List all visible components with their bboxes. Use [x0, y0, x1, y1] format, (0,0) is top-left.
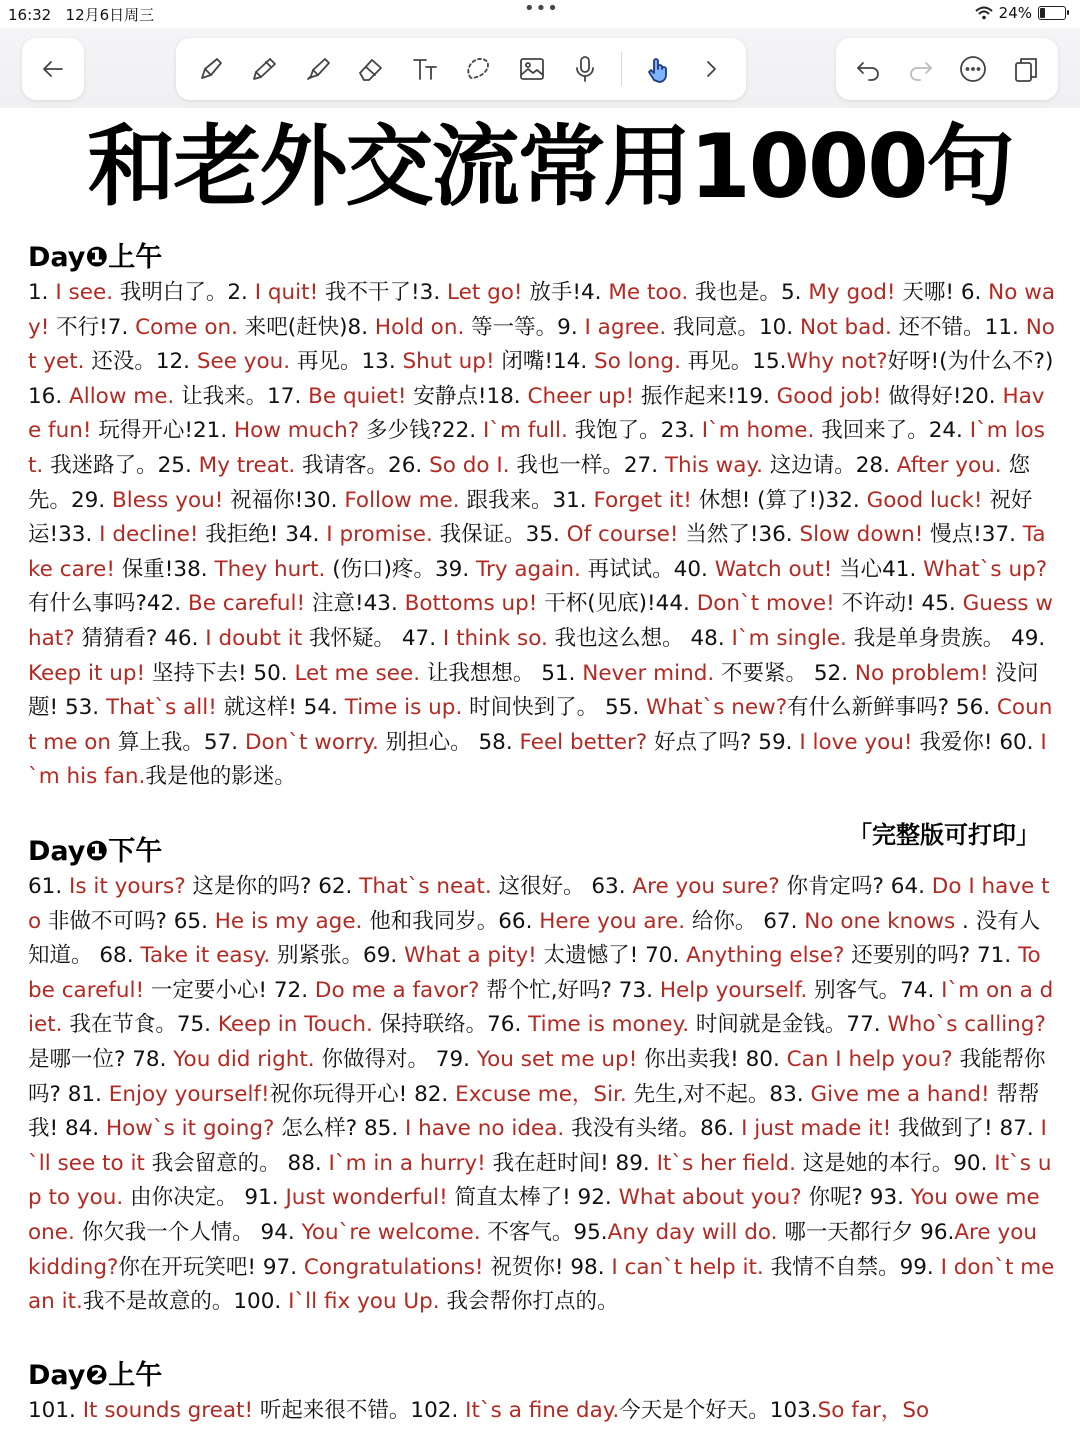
- chinese-text: 你做得对。 79.: [321, 1046, 477, 1072]
- english-phrase: Are you sure?: [632, 874, 780, 899]
- english-phrase: I quit!: [254, 280, 319, 305]
- chinese-text: 跟我来。31.: [466, 487, 594, 513]
- back-button[interactable]: [22, 38, 84, 100]
- english-phrase: Follow me.: [344, 487, 467, 513]
- chinese-text: 干杯(见底)!44.: [537, 591, 697, 617]
- english-phrase: Try again.: [476, 556, 588, 582]
- english-phrase: Time is money.: [528, 1012, 696, 1038]
- english-phrase: To be careful!: [28, 943, 1041, 1003]
- english-phrase: Slow down!: [799, 522, 924, 548]
- english-phrase: Time is up.: [344, 695, 470, 721]
- chinese-text: 今天是个好天。103.: [619, 1398, 818, 1423]
- english-phrase: I love you!: [799, 729, 913, 755]
- english-phrase: Forget it!: [593, 487, 692, 513]
- tool-palette: [176, 38, 746, 100]
- chinese-text: 这边请。28.: [762, 452, 897, 478]
- multitasking-dots-icon[interactable]: •••: [524, 0, 559, 19]
- chinese-text: 我是他的影迷。: [145, 764, 296, 790]
- phrase-paragraph: [28, 276, 1056, 795]
- english-phrase: What`s up?: [923, 556, 1048, 582]
- english-phrase: You set me up!: [476, 1046, 638, 1072]
- chinese-text: 我不是故意的。100.: [82, 1289, 289, 1315]
- english-phrase: I just made it!: [741, 1116, 892, 1142]
- english-phrase: This way.: [664, 452, 763, 478]
- chinese-text: 我明白了。2.: [119, 280, 255, 305]
- chinese-text: 101.: [28, 1398, 83, 1423]
- chinese-text: 保持联络。76.: [379, 1012, 529, 1038]
- text-tool-icon[interactable]: [407, 51, 443, 87]
- chinese-text: 再见。15.: [687, 349, 787, 375]
- english-phrase: My god!: [808, 280, 896, 305]
- english-phrase: What`s new?: [646, 695, 788, 721]
- chinese-text: 当心41.: [832, 556, 924, 582]
- chinese-text: 给你。 67.: [691, 908, 805, 934]
- english-phrase: How much?: [234, 418, 360, 444]
- chinese-text: 时间快到了。 55.: [469, 695, 646, 721]
- chinese-text: 您先。29.: [28, 452, 1030, 513]
- chinese-text: 闭嘴!14.: [494, 349, 595, 375]
- english-phrase: I think so.: [442, 625, 555, 651]
- chinese-text: 不要紧。 52.: [721, 660, 855, 686]
- english-phrase: I can`t help it.: [611, 1254, 764, 1280]
- english-phrase: Take it easy.: [140, 943, 278, 969]
- chinese-text: 有什么新鲜事吗? 56.: [787, 695, 997, 721]
- chinese-text: 振作起来!19.: [634, 383, 777, 409]
- chinese-text: 别担心。 58.: [385, 729, 520, 755]
- english-phrase: So far，So: [817, 1398, 930, 1423]
- english-phrase: Why not?: [786, 349, 888, 375]
- section-day1-afternoon: [28, 834, 1056, 1320]
- chinese-text: 时间就是金钱。77.: [695, 1012, 888, 1038]
- chinese-text: 哪一天都行夕 96.: [784, 1219, 955, 1245]
- pen-icon[interactable]: [193, 51, 229, 87]
- english-phrase: Let me see.: [294, 660, 427, 686]
- chinese-text: 是哪一位? 78.: [28, 1046, 174, 1072]
- chinese-text: 我做到了! 87.: [891, 1116, 1041, 1142]
- phrase-paragraph: [28, 870, 1056, 1320]
- status-bar: [0, 0, 1080, 26]
- english-phrase: Any day will do.: [607, 1219, 785, 1245]
- english-phrase: Never mind.: [582, 660, 722, 686]
- chinese-text: 做得好!20.: [881, 383, 1003, 409]
- english-phrase: You`re welcome.: [301, 1219, 488, 1245]
- chinese-text: 你欠我一个人情。 94.: [81, 1219, 302, 1245]
- english-phrase: So long.: [594, 349, 688, 375]
- chinese-text: 还不错。11.: [898, 314, 1026, 340]
- chinese-text: 非做不可吗? 65.: [41, 908, 215, 934]
- english-phrase: Good job!: [776, 383, 882, 409]
- chinese-text: 别客气。74.: [814, 977, 942, 1003]
- english-phrase: Excuse me，Sir.: [455, 1081, 634, 1107]
- chinese-text: 我同意。10.: [666, 314, 801, 340]
- chinese-text: 猜猜看? 46.: [74, 625, 206, 651]
- printable-note: 「完整版可打印」: [848, 821, 1040, 849]
- chinese-text: . 没有人知道。 68.: [28, 908, 1041, 969]
- chinese-text: 我拒绝! 34.: [198, 522, 327, 548]
- english-phrase: What about you?: [618, 1185, 802, 1211]
- chinese-text: 我没有头绪。86.: [571, 1116, 742, 1142]
- chinese-text: 我会帮你打点的。: [446, 1289, 619, 1315]
- english-phrase: Who`s calling?: [887, 1012, 1046, 1038]
- english-phrase: Let go!: [447, 280, 523, 305]
- chinese-text: 一定要小心! 72.: [144, 977, 315, 1003]
- chinese-text: 你呢? 93.: [801, 1185, 911, 1211]
- english-phrase: I`m in a hurry!: [328, 1150, 486, 1176]
- english-phrase: Bottoms up!: [404, 591, 538, 617]
- english-phrase: I have no idea.: [404, 1116, 572, 1142]
- chinese-text: 听起来很不错。102.: [253, 1398, 466, 1423]
- eraser-icon[interactable]: [353, 51, 389, 87]
- chinese-text: 你出卖我! 80.: [637, 1046, 787, 1072]
- chinese-text: 我迷路了。25.: [50, 452, 199, 478]
- phrase-paragraph: [28, 1394, 1056, 1429]
- chinese-text: 休想! (算了!)32.: [691, 487, 867, 513]
- english-phrase: Help yourself.: [659, 977, 815, 1003]
- section-heading: Day❶下午: [28, 836, 163, 867]
- chinese-text: 61.: [28, 874, 70, 899]
- english-phrase: Don`t move!: [696, 591, 835, 617]
- english-phrase: Bless you!: [112, 487, 224, 513]
- english-phrase: Keep it up!: [28, 660, 146, 686]
- section-day2-morning: [28, 1358, 1056, 1429]
- english-phrase: It`s a fine day.: [465, 1398, 620, 1423]
- english-phrase: I`ll see to it: [28, 1116, 1047, 1176]
- chinese-text: 这是她的本行。90.: [802, 1150, 995, 1176]
- lasso-icon[interactable]: [460, 51, 496, 87]
- chinese-text: 不客气。95.: [487, 1219, 608, 1245]
- english-phrase: Are you kidding?: [28, 1219, 1037, 1280]
- chinese-text: 祝好运!33.: [28, 487, 1033, 548]
- english-phrase: So do I.: [429, 452, 517, 478]
- english-phrase: How`s it going?: [105, 1116, 275, 1142]
- action-bar: [836, 38, 1058, 100]
- english-phrase: Hold on.: [374, 314, 472, 340]
- image-icon[interactable]: [514, 51, 550, 87]
- chinese-text: 我也这么想。 48.: [554, 625, 732, 651]
- english-phrase: What a pity!: [404, 943, 537, 969]
- english-phrase: He is my age.: [214, 908, 370, 934]
- status-time: 16:32 12月6日周三: [8, 6, 155, 24]
- chinese-text: 别紧张。69.: [277, 943, 405, 969]
- english-phrase: I`m his fan.: [28, 729, 1047, 790]
- english-phrase: See you.: [196, 349, 297, 375]
- english-phrase: I`m lost.: [28, 418, 1045, 478]
- chinese-text: 我也是。5.: [694, 280, 809, 305]
- chinese-text: 好呀!(为什么不?)16.: [28, 349, 1054, 409]
- chinese-text: (伤口)疼。39.: [332, 556, 477, 582]
- chinese-text: 等一等。9.: [471, 314, 585, 340]
- english-phrase: It sounds great!: [82, 1398, 254, 1423]
- english-phrase: Feel better?: [519, 729, 648, 755]
- wifi-icon: [975, 6, 993, 20]
- english-phrase: You did right.: [173, 1046, 322, 1072]
- english-phrase: I`m single.: [731, 625, 854, 651]
- chinese-text: 我保证。35.: [439, 522, 567, 548]
- chevron-right-icon[interactable]: [693, 51, 729, 87]
- english-phrase: Do I have to: [28, 874, 1050, 934]
- chinese-text: 我情不自禁。99.: [763, 1254, 941, 1280]
- chinese-text: 祝福你!30.: [223, 487, 345, 513]
- chinese-text: 我饱了。23.: [567, 418, 702, 444]
- back-arrow-icon: [35, 51, 71, 87]
- chinese-text: 我在节食。75.: [69, 1012, 218, 1038]
- english-phrase: Not bad.: [800, 314, 899, 340]
- chinese-text: 1.: [28, 280, 56, 305]
- microphone-icon[interactable]: [567, 51, 603, 87]
- english-phrase: Have fun!: [28, 383, 1045, 444]
- english-phrase: My treat.: [198, 452, 303, 478]
- section-heading: Day❶上午: [28, 242, 163, 273]
- chinese-text: 我回来了。24.: [821, 418, 970, 444]
- english-phrase: I`m home.: [701, 418, 822, 444]
- highlighter-icon[interactable]: [300, 51, 336, 87]
- english-phrase: It`s up to you.: [28, 1150, 1052, 1211]
- chinese-text: 简直太棒了! 92.: [447, 1185, 619, 1211]
- english-phrase: Not yet.: [28, 314, 1055, 375]
- english-phrase: Allow me.: [69, 383, 182, 409]
- chinese-text: 他和我同岁。66.: [369, 908, 540, 934]
- chinese-text: 你肯定吗? 64.: [779, 874, 932, 899]
- chinese-text: 安静点!18.: [406, 383, 528, 409]
- chinese-text: 还要别的吗? 71.: [844, 943, 1018, 969]
- pencil-icon[interactable]: [246, 51, 282, 87]
- chinese-text: 让我想想。 51.: [426, 660, 583, 686]
- english-phrase: Be careful!: [187, 591, 306, 617]
- english-phrase: No way!: [28, 280, 1056, 340]
- chinese-text: 就这样! 54.: [216, 695, 345, 721]
- english-phrase: I`m full.: [482, 418, 568, 444]
- english-phrase: No problem!: [854, 660, 989, 686]
- english-phrase: Congratulations!: [303, 1254, 484, 1280]
- chinese-text: 天哪! 6.: [895, 280, 989, 305]
- english-phrase: It`s her field.: [656, 1150, 803, 1176]
- english-phrase: Come on.: [135, 314, 245, 340]
- page-title: 和老外交流常用1000句: [87, 115, 1013, 218]
- more-icon[interactable]: [955, 51, 991, 87]
- toolbar-divider: [621, 52, 622, 86]
- chinese-text: 祝贺你! 98.: [483, 1254, 612, 1280]
- english-phrase: Take care!: [28, 522, 1046, 582]
- english-phrase: Don`t worry.: [244, 729, 386, 755]
- english-phrase: Me too.: [608, 280, 695, 305]
- english-phrase: Give me a hand!: [810, 1081, 990, 1107]
- pages-icon[interactable]: [1008, 51, 1044, 87]
- english-phrase: Be quiet!: [308, 383, 407, 409]
- chinese-text: 帮个忙,好吗? 73.: [479, 977, 660, 1003]
- chinese-text: 先生,对不起。83.: [633, 1081, 811, 1107]
- battery-icon: [1038, 6, 1066, 20]
- chinese-text: 我怀疑。 47.: [302, 625, 443, 651]
- chinese-text: 我是单身贵族。 49.: [853, 625, 1046, 651]
- english-phrase: Can I help you?: [786, 1046, 953, 1072]
- english-phrase: After you.: [896, 452, 1009, 478]
- chinese-text: 我会留意的。 88.: [144, 1150, 329, 1176]
- english-phrase: That`s neat.: [359, 874, 499, 899]
- chinese-text: 保重!38.: [114, 556, 215, 582]
- english-phrase: Good luck!: [866, 487, 983, 513]
- english-phrase: I promise.: [326, 522, 440, 548]
- battery-percent: 24%: [998, 4, 1032, 22]
- english-phrase: I agree.: [584, 314, 667, 340]
- chinese-text: 算上我。57.: [111, 729, 245, 755]
- english-phrase: I`m on a diet.: [28, 977, 1054, 1038]
- chinese-text: 怎么样? 85.: [274, 1116, 405, 1142]
- chinese-text: 我能帮你吗? 81.: [28, 1046, 1046, 1107]
- chinese-text: 这是你的吗? 62.: [185, 874, 360, 899]
- english-phrase: Guess what?: [28, 591, 1053, 651]
- english-phrase: Enjoy yourself!: [108, 1081, 270, 1107]
- chinese-text: 祝你玩得开心! 82.: [269, 1081, 456, 1107]
- undo-icon[interactable]: [850, 51, 886, 87]
- hand-touch-icon[interactable]: [640, 51, 676, 87]
- english-phrase: They hurt.: [214, 556, 333, 582]
- chinese-text: 我也一样。27.: [516, 452, 665, 478]
- chinese-text: 我爱你! 60.: [912, 729, 1041, 755]
- english-phrase: I don`t mean it.: [28, 1254, 1055, 1315]
- chinese-text: 没问题! 53.: [28, 660, 1039, 721]
- status-right: [975, 4, 1066, 22]
- chinese-text: 坚持下去! 50.: [145, 660, 295, 686]
- redo-icon[interactable]: [903, 51, 939, 87]
- chinese-text: 我不干了!3.: [318, 280, 448, 305]
- chinese-text: 玩得开心!21.: [91, 418, 234, 444]
- chinese-text: 再见。13.: [296, 349, 403, 375]
- english-phrase: Just wonderful!: [285, 1185, 448, 1211]
- chinese-text: 当然了!36.: [678, 522, 800, 548]
- chinese-text: 慢点!37.: [923, 522, 1023, 548]
- english-phrase: Of course!: [566, 522, 679, 548]
- chinese-text: 多少钱?22.: [359, 418, 483, 444]
- chinese-text: 帮帮我! 84.: [28, 1081, 1040, 1142]
- chinese-text: 再试试。40.: [587, 556, 715, 582]
- status-date: 12月6日周三: [65, 6, 155, 24]
- chinese-text: 我请客。26.: [302, 452, 430, 478]
- chinese-text: 让我来。17.: [181, 383, 309, 409]
- english-phrase: I doubt it: [205, 625, 303, 651]
- chinese-text: 由你决定。 91.: [130, 1185, 286, 1211]
- chinese-text: 这很好。 63.: [498, 874, 633, 899]
- chinese-text: 不许动! 45.: [834, 591, 963, 617]
- english-phrase: Anything else?: [686, 943, 845, 969]
- chinese-text: 有什么事吗?42.: [28, 591, 188, 617]
- chinese-text: 来吧(赶快)8.: [244, 314, 375, 340]
- section-heading: Day❷上午: [28, 1360, 163, 1391]
- chinese-text: 你在开玩笑吧! 97.: [118, 1254, 304, 1280]
- english-phrase: That`s all!: [105, 695, 217, 721]
- english-phrase: I decline!: [99, 522, 199, 548]
- english-phrase: Is it yours?: [69, 874, 186, 899]
- chinese-text: 太遗憾了! 70.: [536, 943, 687, 969]
- english-phrase: Count me on: [28, 695, 1053, 755]
- english-phrase: No one knows: [804, 908, 956, 934]
- english-phrase: Watch out!: [714, 556, 833, 582]
- chinese-text: 我在赶时间! 89.: [485, 1150, 657, 1176]
- english-phrase: Do me a favor?: [314, 977, 480, 1003]
- chinese-text: 注意!43.: [305, 591, 405, 617]
- english-phrase: I`ll fix you Up.: [288, 1289, 447, 1315]
- section-day1-morning: [28, 240, 1056, 795]
- chinese-text: 放手!4.: [522, 280, 609, 305]
- english-phrase: Keep in Touch.: [217, 1012, 380, 1038]
- chinese-text: 好点了吗? 59.: [647, 729, 800, 755]
- english-phrase: I see.: [55, 280, 120, 305]
- chinese-text: 不行!7.: [49, 314, 136, 340]
- english-phrase: You owe me one.: [28, 1185, 1040, 1245]
- english-phrase: Here you are.: [539, 908, 692, 934]
- english-phrase: Shut up!: [402, 349, 495, 375]
- chinese-text: 还没。12.: [91, 349, 197, 375]
- english-phrase: Cheer up!: [527, 383, 635, 409]
